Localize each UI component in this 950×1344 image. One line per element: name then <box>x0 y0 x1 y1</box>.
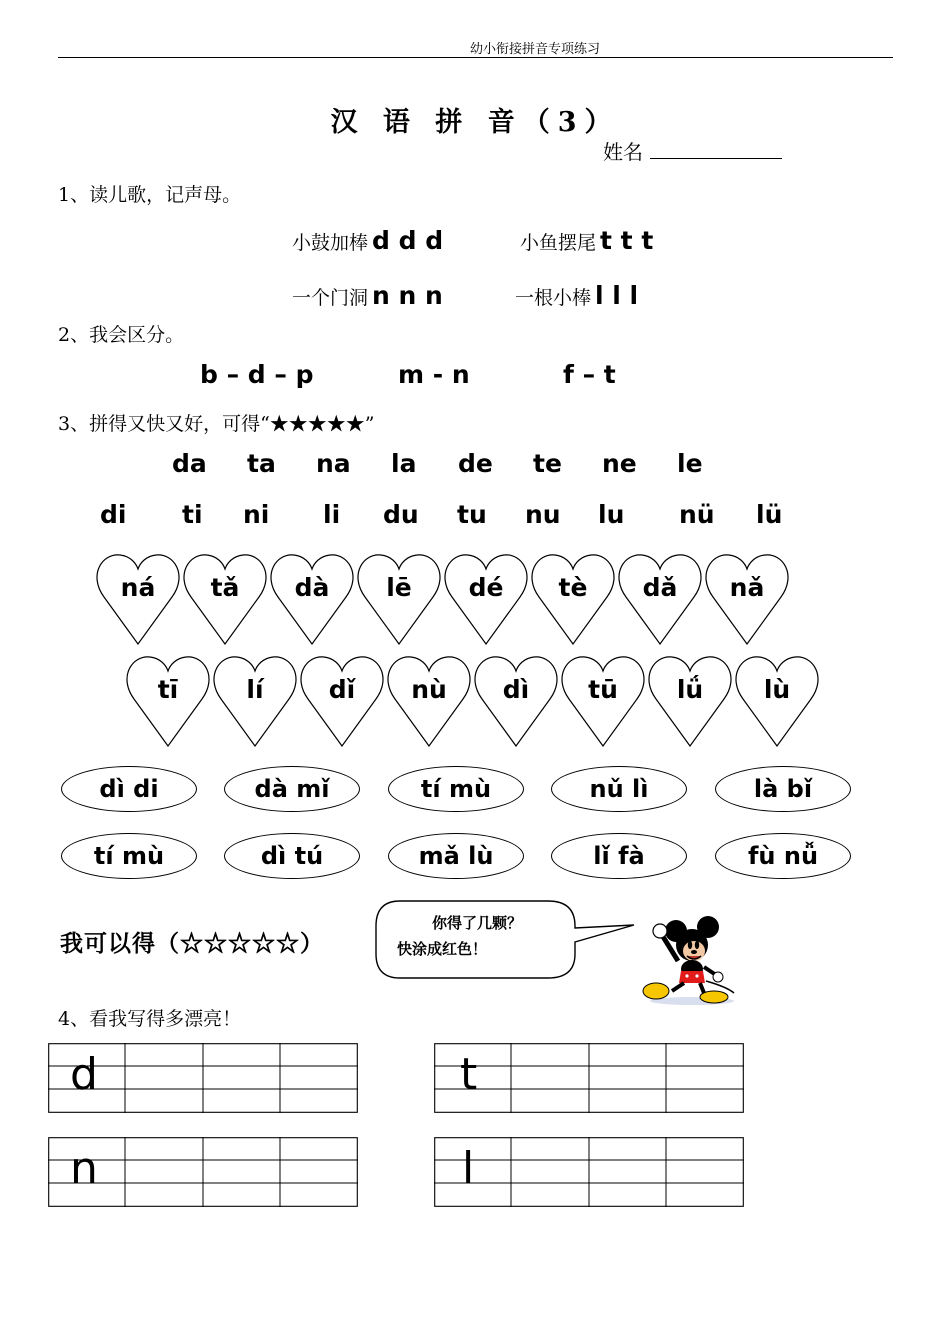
writing-grid-t[interactable] <box>434 1043 744 1113</box>
q2-label: 2、我会区分。 <box>58 324 185 346</box>
syllable: da <box>172 449 207 478</box>
heart-syllable: ná <box>120 573 156 602</box>
heart-syllable: dǎ <box>642 573 678 602</box>
q4-label: 4、看我写得多漂亮！ <box>58 1008 242 1030</box>
mickey-mascot-icon <box>632 905 742 1005</box>
heart-syllable: dà <box>294 573 330 602</box>
heart-syllable: lǘ <box>676 675 704 704</box>
word-oval[interactable]: dà mǐ <box>224 766 360 812</box>
rhyme-2 <box>520 226 653 255</box>
name-label: 姓名 <box>603 140 643 164</box>
earn-stars-label: 我可以得（☆☆☆☆☆） <box>60 930 324 957</box>
writing-grid-d[interactable] <box>48 1043 358 1113</box>
heart-syllable: tǎ <box>210 573 240 602</box>
heart-syllable: tū <box>588 675 618 704</box>
syllable: le <box>677 449 703 478</box>
syllable: ti <box>182 500 203 529</box>
syllable-heart[interactable] <box>270 551 354 646</box>
heart-syllable: nù <box>411 675 447 704</box>
syllable: ne <box>602 449 637 478</box>
syllable-heart[interactable] <box>474 653 558 748</box>
heart-syllable: dé <box>468 573 504 602</box>
word-oval[interactable]: tí mù <box>388 766 524 812</box>
name-blank-line[interactable] <box>650 158 782 159</box>
syllable: de <box>458 449 493 478</box>
page-title: 汉 语 拼 音（3） <box>330 107 620 138</box>
rhyme-letters: d d d <box>372 226 444 255</box>
model-letter: t <box>460 1049 478 1100</box>
syllable: ni <box>243 500 270 529</box>
syllable: di <box>100 500 127 529</box>
syllable-heart[interactable] <box>183 551 267 646</box>
syllable: ta <box>247 449 276 478</box>
syllable-heart[interactable] <box>705 551 789 646</box>
syllable-heart[interactable] <box>648 653 732 748</box>
syllable: nu <box>525 500 561 529</box>
syllable: lu <box>598 500 625 529</box>
rhyme-letters: l l l <box>595 281 639 310</box>
model-letter: d <box>70 1049 98 1100</box>
word-oval[interactable]: nǔ lì <box>551 766 687 812</box>
rhyme-letters: t t t <box>600 226 654 255</box>
bubble-line-2: 快涂成红色！ <box>397 940 488 958</box>
heart-syllable: dǐ <box>328 675 356 704</box>
word-oval[interactable]: dì tú <box>224 833 360 879</box>
syllable: lü <box>756 500 783 529</box>
syllable-heart[interactable] <box>531 551 615 646</box>
writing-grid-l[interactable] <box>434 1137 744 1207</box>
pair-2: m - n <box>398 360 470 389</box>
heart-syllable: tè <box>558 573 588 602</box>
q3-label: 3、拼得又快又好，可得“★★★★★” <box>58 413 375 435</box>
heart-syllable: lí <box>246 675 264 704</box>
syllable-heart[interactable] <box>387 653 471 748</box>
header-subtitle: 幼小衔接拼音专项练习 <box>469 42 600 57</box>
heart-syllable: tī <box>157 675 179 704</box>
heart-syllable: nǎ <box>729 573 765 602</box>
header-divider <box>58 57 893 58</box>
rhyme-1 <box>292 226 443 255</box>
bubble-line-1: 你得了几颗？ <box>432 914 523 932</box>
rhyme-text: 小鼓加棒 <box>292 232 369 254</box>
rhyme-text: 一个门洞 <box>292 287 369 309</box>
rhyme-letters: n n n <box>372 281 443 310</box>
rhyme-text: 一根小棒 <box>515 287 592 309</box>
model-letter: n <box>70 1143 98 1194</box>
word-oval[interactable]: lǐ fà <box>551 833 687 879</box>
heart-syllable: lē <box>386 573 412 602</box>
rhyme-3 <box>292 281 443 310</box>
syllable-heart[interactable] <box>300 653 384 748</box>
syllable: tu <box>457 500 487 529</box>
word-oval[interactable]: tí mù <box>61 833 197 879</box>
q1-label: 1、读儿歌，记声母。 <box>58 184 242 206</box>
syllable-heart[interactable] <box>444 551 528 646</box>
syllable-heart[interactable] <box>735 653 819 748</box>
word-oval[interactable]: là bǐ <box>715 766 851 812</box>
syllable-heart[interactable] <box>561 653 645 748</box>
word-oval[interactable]: dì di <box>61 766 197 812</box>
rhyme-text: 小鱼摆尾 <box>520 232 597 254</box>
model-letter: l <box>462 1143 475 1194</box>
syllable: nü <box>679 500 715 529</box>
heart-syllable: dì <box>502 675 530 704</box>
syllable-heart[interactable] <box>213 653 297 748</box>
syllable: li <box>323 500 341 529</box>
rhyme-4 <box>515 281 638 310</box>
pair-1: b – d – p <box>200 360 314 389</box>
pair-3: f – t <box>563 360 616 389</box>
heart-syllable: lù <box>763 675 791 704</box>
word-oval[interactable]: mǎ lù <box>388 833 524 879</box>
syllable-heart[interactable] <box>618 551 702 646</box>
word-oval[interactable]: fù nǚ <box>715 833 851 879</box>
syllable: na <box>316 449 351 478</box>
syllable: la <box>391 449 417 478</box>
syllable: te <box>533 449 562 478</box>
syllable-heart[interactable] <box>357 551 441 646</box>
writing-grid-n[interactable] <box>48 1137 358 1207</box>
syllable-heart[interactable] <box>96 551 180 646</box>
syllable: du <box>383 500 419 529</box>
syllable-heart[interactable] <box>126 653 210 748</box>
